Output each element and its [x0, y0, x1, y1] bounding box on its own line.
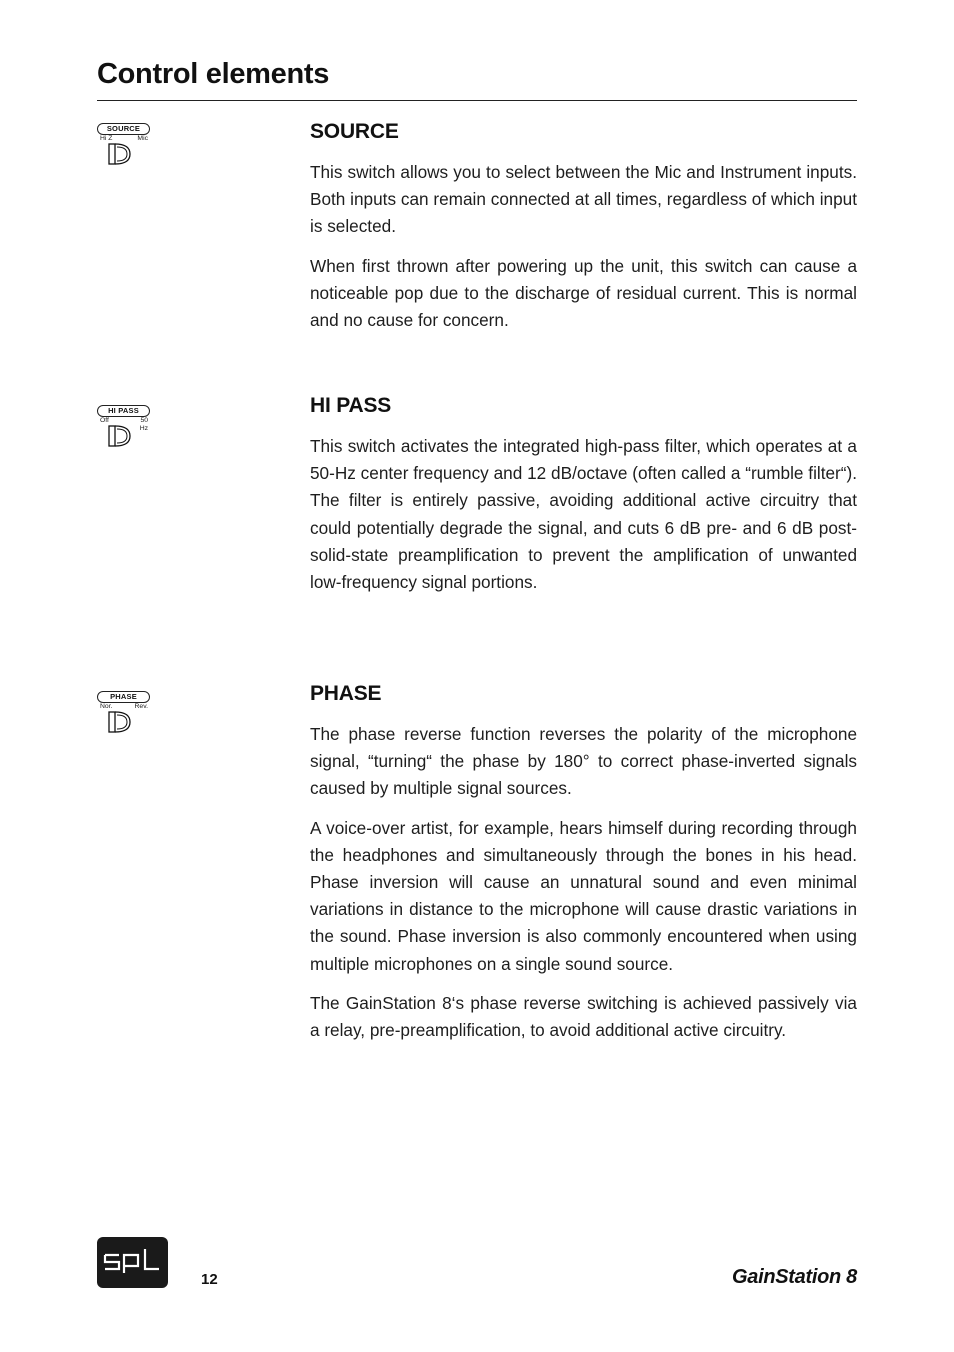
- source-paragraph-1: This switch allows you to select between the Mic and Instrument inputs. Both inputs can remain connected at all times, regardless of which input is selected.: [310, 162, 857, 237]
- hipass-switch-label: HI PASS: [97, 405, 150, 417]
- toggle-switch-icon: [108, 141, 134, 167]
- hipass-option-unit: Hz: [139, 425, 148, 432]
- section-heading-hipass: HI PASS: [310, 394, 392, 417]
- phase-switch-label: PHASE: [97, 691, 150, 703]
- source-switch-icon: [96, 123, 152, 167]
- spl-logo-icon: [97, 1237, 168, 1288]
- section-source: [310, 120, 857, 346]
- product-name: GainStation 8: [731, 1266, 857, 1288]
- phase-switch-icon: [96, 691, 152, 735]
- page-title: Control elements: [97, 58, 330, 90]
- section-hipass: [310, 394, 857, 608]
- section-phase: [310, 682, 857, 1056]
- hipass-option-50: [140, 417, 148, 433]
- hipass-paragraph-1: This switch activates the integrated high-pass filter, which operates at a 50-Hz center frequency and 12 dB/octave (often called a “rumble filter“). The filter is entirely passive, avoiding additional active circuitry that could potentially degrade the signal, and cuts 6 dB pre- and 6 dB post-solid-state preamplification to prevent the amplification of unwanted low-frequency signal portions.: [310, 436, 857, 593]
- hipass-switch-icon: [96, 405, 152, 449]
- phase-option-normal: Nor.: [100, 703, 113, 710]
- phase-paragraph-2: A voice-over artist, for example, hears himself during recording through the headphones and simultaneously through the bones in his head. Phase inversion will cause an unnatural sound and even minimal variations in distance to the microphone will cause drastic variations in the sound. Phase inversion is also commonly encountered when using multiple microphones on a single sound source.: [310, 817, 857, 974]
- phase-paragraph-1: The phase reverse function reverses the polarity of the microphone signal, “turning“ the phase by 180° to correct phase-inverted signals caused by multiple signal sources.: [310, 724, 857, 799]
- toggle-switch-icon: [108, 423, 134, 449]
- section-heading-phase: PHASE: [310, 682, 382, 705]
- hipass-option-value: 50: [140, 417, 148, 424]
- source-option-mic: Mic: [137, 135, 148, 142]
- source-option-hiz: Hi Z: [100, 135, 113, 142]
- hipass-option-off: Off: [100, 417, 109, 424]
- phase-paragraph-3: The GainStation 8‘s phase reverse switching is achieved passively via a relay, pre-preamplification, to avoid additional active circuitry.: [310, 992, 857, 1041]
- source-paragraph-2: When first thrown after powering up the unit, this switch can cause a noticeable pop due to the discharge of residual current. This is normal and no cause for concern.: [310, 255, 857, 331]
- source-switch-label: SOURCE: [97, 123, 150, 135]
- phase-option-reverse: Rev.: [134, 703, 148, 710]
- section-heading-source: SOURCE: [310, 120, 399, 143]
- page-number: 12: [201, 1271, 218, 1288]
- toggle-switch-icon: [108, 709, 134, 735]
- title-divider: [97, 100, 857, 101]
- spl-logo: [97, 1237, 168, 1288]
